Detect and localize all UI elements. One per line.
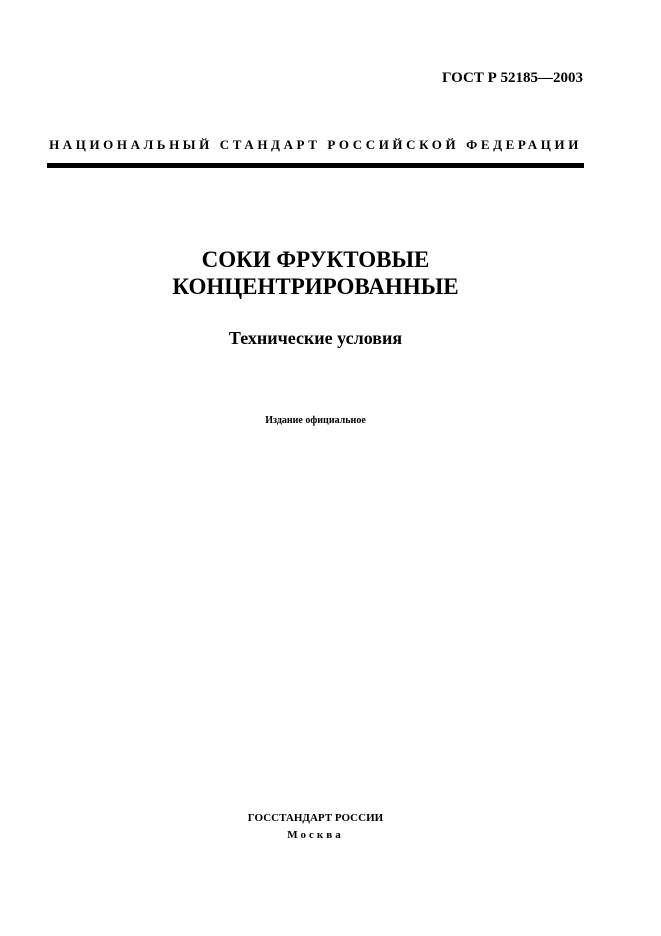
standard-number: ГОСТ Р 52185—2003 [441, 70, 583, 86]
publisher-name: ГОССТАНДАРТ РОССИИ [247, 812, 384, 824]
header-divider [47, 163, 584, 168]
publisher-city: Москва [287, 829, 344, 841]
document-title [47, 246, 584, 300]
document-subtitle: Технические условия [228, 328, 403, 348]
document-title-line-2: КОНЦЕНТРИРОВАННЫЕ [172, 274, 459, 299]
document-title-line-1: СОКИ ФРУКТОВЫЕ [201, 247, 430, 272]
edition-note: Издание официальное [265, 415, 366, 426]
document-header: НАЦИОНАЛЬНЫЙ СТАНДАРТ РОССИЙСКОЙ ФЕДЕРАЦИИ [49, 137, 582, 152]
